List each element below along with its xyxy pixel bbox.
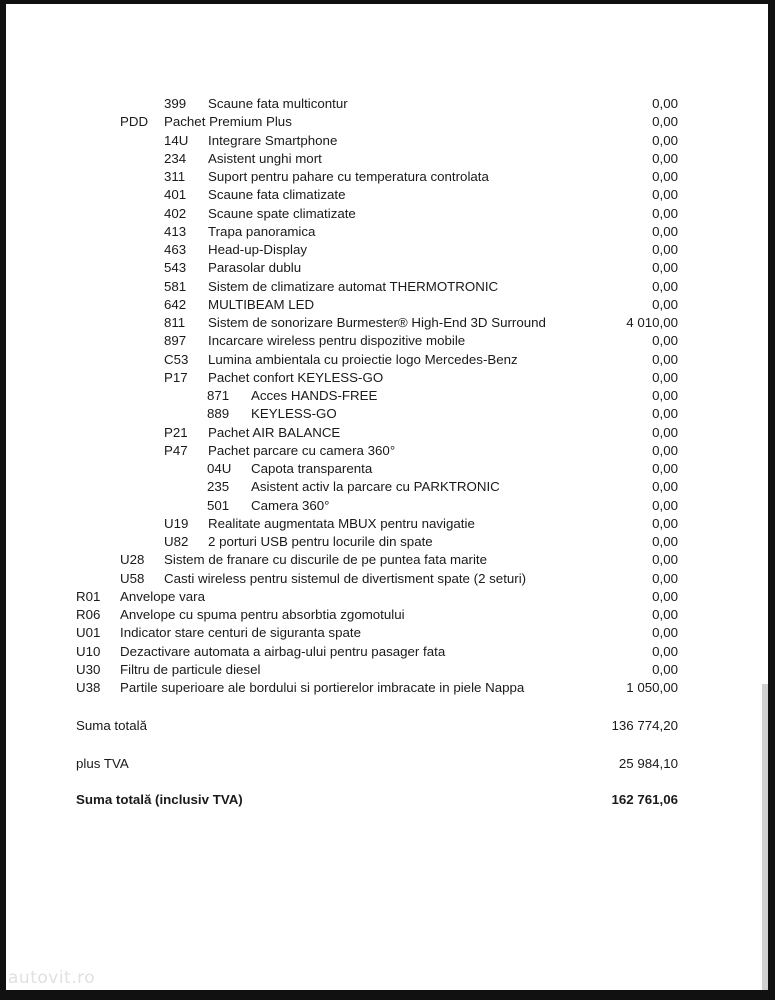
item-code: R06 [76,607,101,622]
item-amount: 0,00 [652,388,678,403]
grand-total-value: 162 761,06 [611,792,678,807]
item-amount: 0,00 [652,534,678,549]
item-amount: 0,00 [652,661,678,677]
grand-total-label: Suma totală (inclusiv TVA) [76,792,243,807]
item-description: 2 porturi USB pentru locurile din spate [208,534,433,549]
list-item [76,168,758,186]
item-description: Pachet confort KEYLESS-GO [208,369,384,385]
subtotal-label: Suma totală [76,718,147,733]
list-item [76,186,758,204]
list-item [76,661,758,679]
item-code: U30 [76,661,101,677]
list-item [76,223,758,241]
item-code: 871 [207,388,230,403]
list-item [76,314,758,332]
item-amount: 0,00 [652,223,678,239]
item-description: Trapa panoramica [208,223,316,239]
item-description: Scaune spate climatizate [208,205,356,221]
item-code: U38 [76,680,101,695]
item-code: 402 [164,205,187,221]
item-description: Lumina ambientala cu proiectie logo Mercedes-Benz [208,351,518,367]
item-description: Sistem de sonorizare Burmester® High-End 3D Surround [208,315,546,330]
item-description: Dezactivare automata a airbag-ului pentru pasager fata [120,643,446,659]
item-description: Capota transparenta [251,461,373,476]
list-item [76,205,758,223]
list-item [76,460,758,478]
list-item [76,369,758,387]
list-item [76,351,758,369]
item-amount: 0,00 [652,278,678,294]
list-item [76,95,758,113]
item-description: Incarcare wireless pentru dispozitive mobile [208,333,466,349]
item-amount: 0,00 [652,114,678,130]
item-code: U01 [76,625,101,641]
list-item [76,296,758,314]
list-item [76,515,758,533]
item-code: U28 [120,552,145,568]
item-description: Sistem de climatizare automat THERMOTRONIC [208,278,499,294]
item-code: 463 [164,242,187,257]
item-amount: 0,00 [652,515,678,531]
list-item [76,533,758,551]
item-amount: 0,00 [652,260,678,276]
item-code: 642 [164,296,187,312]
item-description: Head-up-Display [208,242,308,257]
item-amount: 0,00 [652,607,678,622]
item-amount: 0,00 [652,169,678,184]
list-item [76,241,758,259]
item-code: 04U [207,461,232,476]
list-item [76,624,758,642]
item-description: Suport pentru pahare cu temperatura controlata [208,169,489,184]
item-description: Integrare Smartphone [208,132,338,148]
item-amount: 0,00 [652,461,678,476]
list-item [76,387,758,405]
item-amount: 0,00 [652,150,678,166]
scrollbar[interactable] [762,684,768,990]
item-description: Scaune fata climatizate [208,187,346,203]
list-item [76,424,758,442]
item-code: PDD [120,114,149,130]
vat-row [76,755,758,773]
item-amount: 0,00 [652,588,678,604]
item-description: Partile superioare ale bordului si portierelor imbracate in piele Nappa [120,680,525,695]
item-description: KEYLESS-GO [251,406,337,422]
item-description: Pachet Premium Plus [164,114,292,130]
item-code: R01 [76,588,101,604]
item-code: 543 [164,260,187,276]
list-item [76,497,758,515]
item-code: 889 [207,406,230,422]
item-amount: 0,00 [652,497,678,513]
item-code: 234 [164,150,187,166]
list-item [76,442,758,460]
item-amount: 0,00 [652,406,678,422]
item-description: Acces HANDS-FREE [251,388,378,403]
item-amount: 0,00 [652,643,678,659]
item-description: Pachet parcare cu camera 360° [208,442,396,458]
list-item [76,132,758,150]
item-description: Casti wireless pentru sistemul de divertisment spate (2 seturi) [164,570,527,586]
list-item [76,478,758,496]
subtotal-value: 136 774,20 [611,718,678,733]
list-item [76,643,758,661]
item-description: Scaune fata multicontur [208,96,348,111]
item-amount: 0,00 [652,479,678,495]
item-amount: 0,00 [652,296,678,312]
list-item [76,405,758,423]
item-amount: 4 010,00 [626,315,678,330]
subtotal-row [76,717,758,735]
list-item [76,588,758,606]
document-page [6,4,768,990]
item-description: Pachet AIR BALANCE [208,424,341,440]
item-amount: 0,00 [652,205,678,221]
item-code: 401 [164,187,187,203]
item-code: 811 [164,315,186,330]
list-item [76,150,758,168]
item-amount: 0,00 [652,424,678,440]
item-description: Sistem de franare cu discurile de pe puntea fata marite [164,552,487,568]
item-amount: 0,00 [652,333,678,349]
watermark-logo: autovit.ro [8,968,96,988]
list-item [76,606,758,624]
item-code: 413 [164,223,187,239]
vat-label: plus TVA [76,756,129,771]
item-description: Asistent activ la parcare cu PARKTRONIC [251,479,500,495]
item-code: 501 [207,497,230,513]
grand-total-row [76,791,758,809]
item-description: Camera 360° [251,497,330,513]
item-amount: 0,00 [652,570,678,586]
item-code: U58 [120,570,145,586]
item-description: Indicator stare centuri de siguranta spate [120,625,361,641]
item-description: Realitate augmentata MBUX pentru navigatie [208,515,475,531]
item-code: 311 [164,169,186,184]
item-amount: 0,00 [652,625,678,641]
list-item [76,278,758,296]
item-code: 235 [207,479,230,495]
item-code: P47 [164,442,188,458]
item-code: U10 [76,643,101,659]
item-amount: 0,00 [652,242,678,257]
item-code: U19 [164,515,189,531]
list-item [76,570,758,588]
item-code: 897 [164,333,187,349]
list-item [76,113,758,131]
item-description: Parasolar dublu [208,260,302,276]
item-amount: 0,00 [652,351,678,367]
item-code: P17 [164,369,188,385]
list-item [76,332,758,350]
item-description: Anvelope cu spuma pentru absorbtia zgomotului [120,607,405,622]
item-amount: 0,00 [652,132,678,148]
item-description: Filtru de particule diesel [120,661,261,677]
list-item [76,679,758,697]
item-code: U82 [164,534,189,549]
item-code: 399 [164,96,187,111]
item-code: 14U [164,132,189,148]
item-amount: 0,00 [652,552,678,568]
list-item [76,551,758,569]
item-code: P21 [164,424,188,440]
item-amount: 1 050,00 [626,680,678,695]
item-code: C53 [164,351,189,367]
item-description: Asistent unghi mort [208,150,322,166]
item-description: MULTIBEAM LED [208,296,315,312]
item-amount: 0,00 [652,369,678,385]
item-code: 581 [164,278,187,294]
item-amount: 0,00 [652,187,678,203]
list-item [76,259,758,277]
item-amount: 0,00 [652,442,678,458]
item-amount: 0,00 [652,96,678,111]
vat-value: 25 984,10 [618,756,678,771]
item-description: Anvelope vara [120,588,206,604]
